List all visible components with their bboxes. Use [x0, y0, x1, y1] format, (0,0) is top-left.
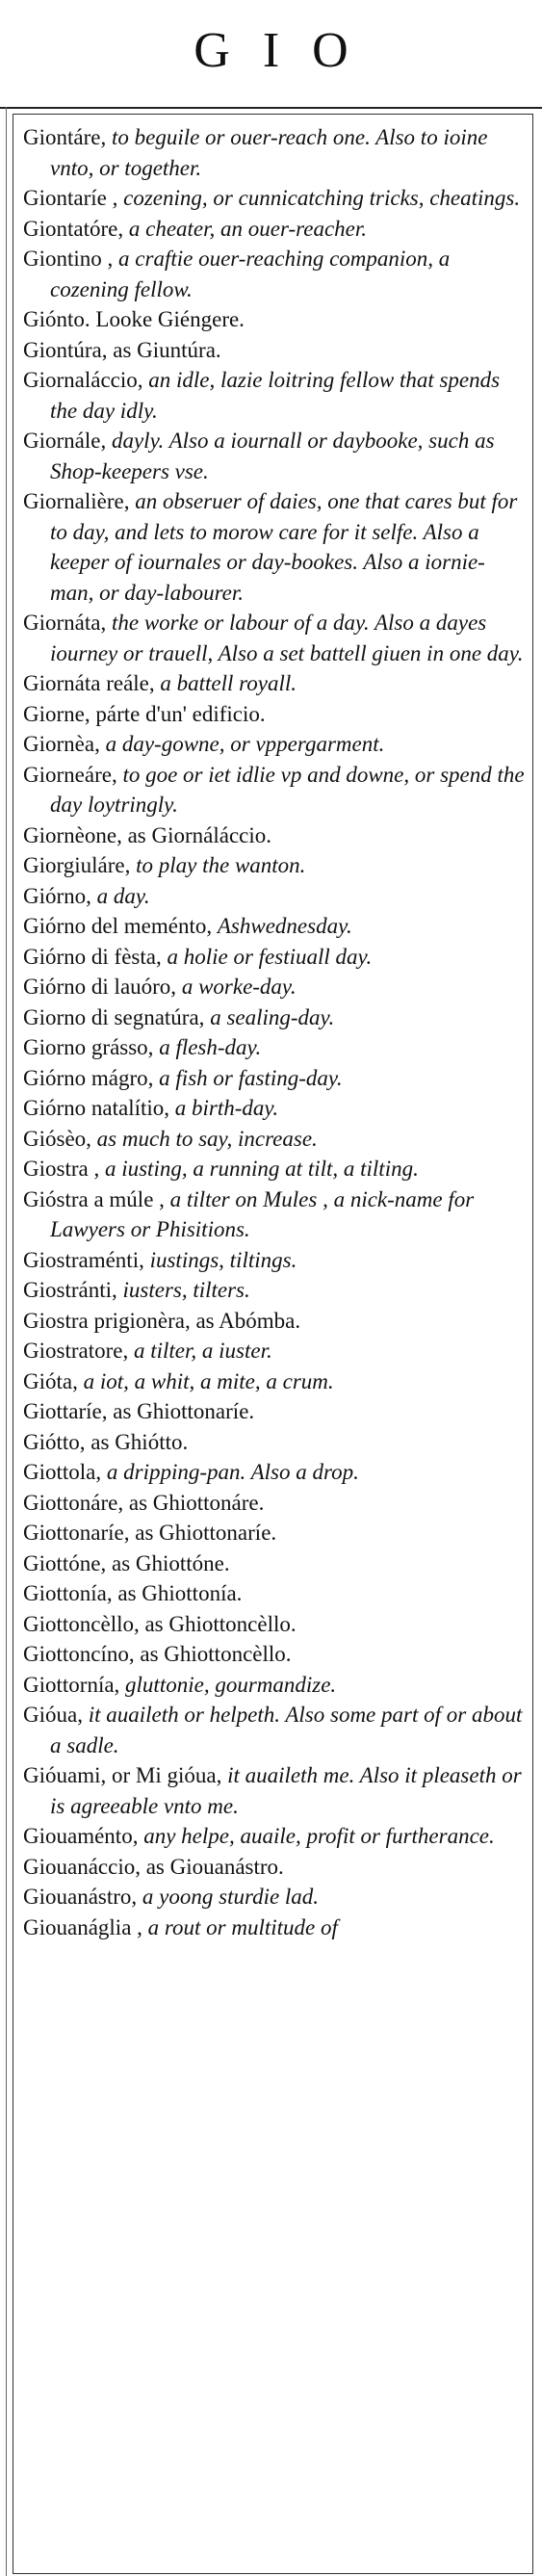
entry-headword: Giórno, [23, 883, 91, 908]
dictionary-entry [23, 668, 525, 699]
entry-headword: Giottaríe, as Ghiottonaríe. [23, 1399, 255, 1423]
dictionary-entry [23, 1093, 525, 1124]
entry-headword: Giornaláccio, [23, 368, 143, 392]
entry-headword: Giontúra, as Giuntúra. [23, 337, 221, 362]
dictionary-entry [23, 1852, 525, 1883]
entry-definition: gluttonie, gourmandize. [125, 1672, 337, 1697]
left-margin-rule [0, 107, 7, 2576]
entry-headword: Giontaríe , [23, 186, 118, 210]
dictionary-entry [23, 1184, 525, 1245]
dictionary-entry [23, 1882, 525, 1912]
entry-definition: a iusting, a running at tilt, a tilting. [104, 1157, 419, 1181]
entry-headword: Giornáta reále, [23, 671, 155, 695]
entry-definition: dayly. Also a iournall or daybooke, such as Shop-keepers vse. [50, 429, 495, 483]
entry-headword: Giornále, [23, 429, 107, 453]
dictionary-entry [23, 1336, 525, 1366]
dictionary-entry [23, 365, 525, 426]
entry-definition: any helpe, auaile, profit or furtherance. [143, 1824, 495, 1848]
page-header [0, 0, 542, 100]
entry-headword: Giorno grásso, [23, 1035, 154, 1059]
dictionary-entry [23, 1457, 525, 1488]
entry-headword: Giornèa, [23, 732, 100, 756]
dictionary-entry [23, 304, 525, 335]
entry-definition: a day-gowne, or vppergarment. [105, 732, 385, 756]
entry-headword: Giorgiuláre, [23, 853, 131, 877]
dictionary-entry [23, 1124, 525, 1155]
dictionary-entry [23, 760, 525, 820]
entry-headword: Giottoncèllo, as Ghiottoncèllo. [23, 1611, 297, 1636]
entry-headword: Giórno mágro, [23, 1065, 154, 1090]
entry-headword: Gióta, [23, 1368, 78, 1393]
entry-definition: cozening, or cunnicatching tricks, cheatings. [123, 186, 521, 210]
entry-definition: the worke or labour of a day. Also a dayes iourney or trauell, Also a set battell giuen in one day. [50, 611, 524, 665]
dictionary-entry [23, 214, 525, 245]
dictionary-entry [23, 820, 525, 851]
entry-headword: Giórno del meménto, [23, 914, 213, 938]
entry-definition: a rout or multitude of [147, 1914, 338, 1939]
entry-definition: a cheater, an ouer-reacher. [128, 216, 368, 241]
entry-headword: Giouanáglia , [23, 1914, 142, 1939]
entry-headword: Giottonía, as Ghiottonía. [23, 1581, 243, 1605]
dictionary-entry [23, 1427, 525, 1458]
dictionary-entry [23, 1700, 525, 1760]
entry-definition: a fish or fasting-day. [159, 1065, 343, 1090]
dictionary-entry [23, 1275, 525, 1306]
entry-headword: Giótto, as Ghiótto. [23, 1429, 189, 1454]
entry-headword: Giottornía, [23, 1672, 120, 1697]
entry-headword: Gióuami, or Mi gióua, [23, 1763, 222, 1787]
dictionary-entry [23, 1396, 525, 1427]
entry-headword: Giostraménti, [23, 1247, 144, 1272]
header-rule [0, 107, 542, 109]
entry-definition: a tilter on Mules , a nick-name for Lawyers or Phisitions. [50, 1186, 475, 1241]
entry-definition: a iot, a whit, a mite, a crum. [83, 1368, 334, 1393]
entry-definition: a tilter, a iuster. [133, 1339, 272, 1363]
entry-headword: Giottonaríe, as Ghiottonaríe. [23, 1521, 277, 1545]
entry-headword: Giottonáre, as Ghiottonáre. [23, 1490, 265, 1515]
entry-headword: Giornèone, as Giornáláccio. [23, 822, 272, 847]
page-title: GIO [194, 22, 381, 78]
entry-definition: to goe or iet idlie vp and downe, or spend the day loytringly. [50, 762, 525, 817]
entry-headword: Giottóne, as Ghiottóne. [23, 1550, 230, 1575]
entry-headword: Gióstra a múle , [23, 1186, 165, 1211]
dictionary-entry [23, 1670, 525, 1701]
entry-definition: it auaileth or helpeth. Also some part of or about a sadle. [50, 1703, 523, 1757]
dictionary-entry [23, 729, 525, 760]
dictionary-entry [23, 850, 525, 881]
entry-headword: Giornalière, [23, 489, 130, 513]
entry-definition: a dripping-pan. Also a drop. [106, 1460, 359, 1484]
entry-definition: a birth-day. [174, 1096, 279, 1120]
entry-headword: Giórno natalítio, [23, 1096, 170, 1120]
entry-headword: Giórno di fèsta, [23, 944, 162, 969]
entry-definition: an obseruer of daies, one that cares but for to day, and lets to morow care for it selfe. Also a keeper of iournales or day-bookes. Also a iornie-man, or day-labourer. [50, 489, 518, 605]
entry-headword: Giornáta, [23, 611, 107, 635]
entry-headword: Giouanáccio, as Giouanástro. [23, 1854, 284, 1879]
dictionary-entry [23, 1063, 525, 1094]
entry-definition: a craftie ouer-reaching companion, a cozening fellow. [50, 247, 451, 301]
entry-headword: Giónto. Looke Giéngere. [23, 307, 245, 331]
dictionary-entry [23, 881, 525, 912]
dictionary-entry [23, 1639, 525, 1670]
entry-definition: a worke-day. [181, 975, 297, 999]
dictionary-entry [23, 1760, 525, 1821]
entry-definition: Ashwednesday. [217, 914, 352, 938]
entry-headword: Giottoncíno, as Ghiottoncèllo. [23, 1642, 292, 1666]
dictionary-entry [23, 1912, 525, 1943]
entry-headword: Giontino , [23, 247, 114, 271]
dictionary-entry [23, 426, 525, 486]
entry-definition: a sealing-day. [210, 1004, 335, 1029]
dictionary-entry [23, 1821, 525, 1852]
dictionary-entry [23, 1366, 525, 1397]
entry-headword: Giostránti, [23, 1278, 117, 1302]
entry-headword: Giontáre, [23, 125, 107, 149]
dictionary-entry [23, 486, 525, 608]
dictionary-entry [23, 699, 525, 730]
dictionary-entry [23, 1518, 525, 1548]
entry-headword: Giouanástro, [23, 1885, 138, 1909]
dictionary-entry [23, 1306, 525, 1337]
entry-headword: Giórno di lauóro, [23, 975, 177, 999]
dictionary-entry [23, 1548, 525, 1579]
dictionary-entry [23, 1032, 525, 1063]
entry-headword: Giósèo, [23, 1126, 91, 1151]
entry-definition: it auaileth me. Also it pleaseth or is agreeable vnto me. [50, 1763, 522, 1818]
entry-definition: a yoong sturdie lad. [142, 1885, 320, 1909]
dictionary-entry [23, 1609, 525, 1640]
dictionary-entry [23, 1154, 525, 1184]
dictionary-entry [23, 335, 525, 366]
entry-definition: a day. [96, 883, 150, 908]
entry-headword: Giouaménto, [23, 1824, 139, 1848]
entry-headword: Giottola, [23, 1460, 102, 1484]
entry-definition: iustings, tiltings. [149, 1247, 297, 1272]
dictionary-entry [23, 911, 525, 942]
entry-definition: a flesh-day. [159, 1035, 262, 1059]
entry-definition: an idle, lazie loitring fellow that spends the day idly. [50, 368, 501, 423]
entry-definition: iusters, tilters. [122, 1278, 250, 1302]
dictionary-entry [23, 122, 525, 183]
dictionary-column [13, 114, 533, 2574]
entry-definition: to play the wanton. [136, 853, 306, 877]
entry-headword: Giorno di segnatúra, [23, 1004, 205, 1029]
entry-headword: Giostra prigionèra, as Abómba. [23, 1308, 301, 1333]
entry-headword: Giontatóre, [23, 216, 124, 241]
dictionary-entry [23, 1578, 525, 1609]
entry-definition: to beguile or ouer-reach one. Also to ioine vnto, or together. [50, 125, 488, 180]
entry-headword: Giorneáre, [23, 762, 117, 787]
dictionary-entry [23, 183, 525, 214]
entry-definition: a battell royall. [160, 671, 297, 695]
dictionary-entry [23, 1002, 525, 1033]
entry-headword: Giostra , [23, 1157, 100, 1181]
entry-definition: a holie or festiuall day. [167, 944, 373, 969]
dictionary-entry [23, 244, 525, 304]
entry-headword: Giorne, párte d'un' edificio. [23, 701, 266, 726]
dictionary-entry [23, 608, 525, 668]
dictionary-entry [23, 942, 525, 973]
entry-definition: as much to say, increase. [96, 1126, 318, 1151]
dictionary-entry [23, 1245, 525, 1276]
dictionary-entry [23, 1488, 525, 1519]
dictionary-entry [23, 972, 525, 1002]
entry-headword: Gióua, [23, 1703, 83, 1727]
entry-headword: Giostratore, [23, 1339, 129, 1363]
